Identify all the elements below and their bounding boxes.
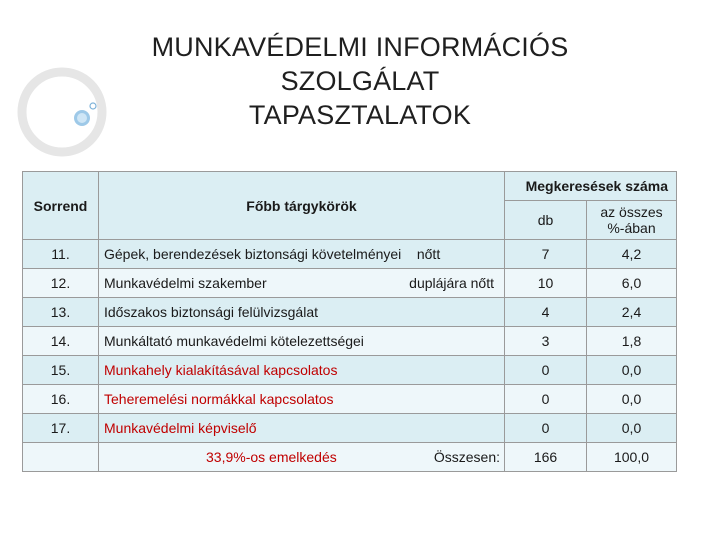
total-label-cell xyxy=(99,443,505,472)
row-pct: 1,8 xyxy=(587,327,677,356)
row-topic: Munkavédelmi szakember xyxy=(104,275,267,291)
row-topic: Munkáltató munkavédelmi kötelezettségei xyxy=(99,327,505,356)
row-topic: Időszakos biztonsági felülvizsgálat xyxy=(99,298,505,327)
row-number: 13. xyxy=(23,298,99,327)
row-pct: 0,0 xyxy=(587,356,677,385)
row-pct: 0,0 xyxy=(587,414,677,443)
table-row xyxy=(23,269,677,298)
header-targykorok: Főbb tárgykörök xyxy=(99,172,505,240)
header-megkeresesek: Megkeresések száma xyxy=(505,172,677,201)
row-number: 11. xyxy=(23,240,99,269)
row-number: 17. xyxy=(23,414,99,443)
row-number: 12. xyxy=(23,269,99,298)
row-db: 7 xyxy=(505,240,587,269)
row-note: duplájára nőtt xyxy=(409,275,494,291)
total-empty-cell xyxy=(23,443,99,472)
total-pct: 100,0 xyxy=(587,443,677,472)
total-label: Összesen: xyxy=(433,449,500,465)
header-db: db xyxy=(505,201,587,240)
header-pct-line2: %-ában xyxy=(607,220,656,236)
row-pct: 0,0 xyxy=(587,385,677,414)
row-db: 0 xyxy=(505,356,587,385)
total-db: 166 xyxy=(505,443,587,472)
row-topic: Munkavédelmi képviselő xyxy=(99,414,505,443)
row-number: 15. xyxy=(23,356,99,385)
header-sorrend: Sorrend xyxy=(23,172,99,240)
row-db: 3 xyxy=(505,327,587,356)
row-db: 4 xyxy=(505,298,587,327)
row-pct: 4,2 xyxy=(587,240,677,269)
header-pct xyxy=(587,201,677,240)
total-row xyxy=(23,443,677,472)
increase-note: 33,9%-os emelkedés xyxy=(206,449,337,465)
row-pct: 2,4 xyxy=(587,298,677,327)
table-row xyxy=(23,327,677,356)
row-note: nőtt xyxy=(416,246,441,262)
row-db: 0 xyxy=(505,414,587,443)
row-topic: Munkahely kialakításával kapcsolatos xyxy=(99,356,505,385)
title-line-3: TAPASZTALATOK xyxy=(248,100,472,130)
title-line-2: SZOLGÁLAT xyxy=(280,66,440,96)
table-row xyxy=(23,414,677,443)
row-topic: Gépek, berendezések biztonsági követelményei xyxy=(104,246,402,262)
row-topic-cell xyxy=(99,240,505,269)
row-db: 0 xyxy=(505,385,587,414)
table-row xyxy=(23,385,677,414)
row-number: 16. xyxy=(23,385,99,414)
table-row xyxy=(23,356,677,385)
title-line-1: MUNKAVÉDELMI INFORMÁCIÓS xyxy=(151,32,569,62)
table-row xyxy=(23,298,677,327)
row-topic: Teheremelési normákkal kapcsolatos xyxy=(99,385,505,414)
row-number: 14. xyxy=(23,327,99,356)
row-topic-cell xyxy=(99,269,505,298)
page-title xyxy=(0,30,720,132)
row-pct: 6,0 xyxy=(587,269,677,298)
header-row-1 xyxy=(23,172,677,201)
header-pct-line1: az összes xyxy=(600,204,663,220)
inquiries-table xyxy=(22,171,677,472)
row-db: 10 xyxy=(505,269,587,298)
table-row xyxy=(23,240,677,269)
